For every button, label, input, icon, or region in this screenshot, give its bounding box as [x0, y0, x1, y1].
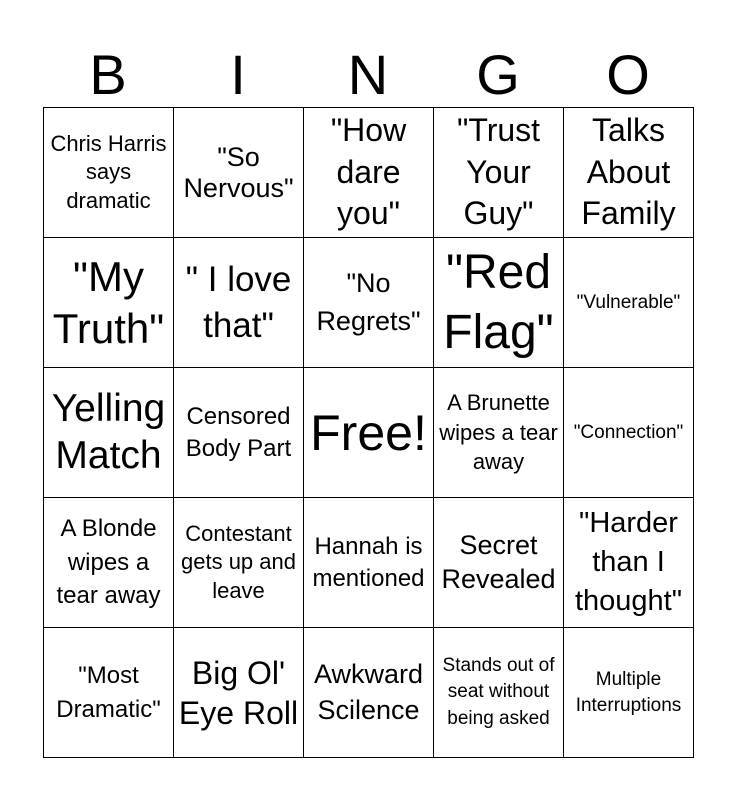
- bingo-cell[interactable]: [174, 628, 304, 758]
- bingo-cell[interactable]: [564, 238, 694, 368]
- cell-label: "Harder than I thought": [574, 506, 683, 618]
- bingo-cell[interactable]: [44, 238, 174, 368]
- cell-label: Awkward Scilence: [313, 659, 424, 725]
- bingo-cell[interactable]: [434, 108, 564, 238]
- bingo-grid: [43, 107, 694, 758]
- cell-label: Chris Harris says dramatic: [50, 130, 167, 213]
- cell-label: "Vulnerable": [576, 291, 681, 313]
- bingo-cell[interactable]: [174, 108, 304, 238]
- bingo-cell[interactable]: [564, 368, 694, 498]
- cell-label: Secret Revealed: [441, 529, 556, 594]
- bingo-cell[interactable]: [44, 628, 174, 758]
- cell-label: Censored Body Part: [185, 402, 292, 462]
- cell-label: Stands out of seat without being asked: [442, 654, 555, 729]
- cell-label: Multiple Interruptions: [575, 668, 682, 716]
- bingo-cell[interactable]: [434, 498, 564, 628]
- bingo-cell[interactable]: [304, 498, 434, 628]
- bingo-cell[interactable]: [434, 368, 564, 498]
- header-letter-g: G: [476, 43, 520, 106]
- bingo-cell[interactable]: [564, 628, 694, 758]
- cell-label: Yelling Match: [51, 386, 166, 477]
- header-letter-i: I: [230, 43, 246, 106]
- bingo-cell[interactable]: [44, 498, 174, 628]
- bingo-cell[interactable]: [564, 108, 694, 238]
- cell-label: Hannah is mentioned: [312, 533, 425, 592]
- cell-label: Talks About Family: [581, 112, 676, 232]
- cell-label: " I love that": [185, 260, 292, 345]
- cell-label: Big Ol' Eye Roll: [178, 654, 299, 731]
- bingo-cell[interactable]: [304, 238, 434, 368]
- cell-label: "Most Dramatic": [56, 661, 161, 723]
- bingo-cell[interactable]: [304, 628, 434, 758]
- bingo-cell[interactable]: [174, 238, 304, 368]
- cell-label: "So Nervous": [183, 142, 294, 203]
- bingo-cell[interactable]: [304, 368, 434, 498]
- cell-label: "Connection": [573, 421, 684, 443]
- cell-label: Free!: [310, 404, 427, 461]
- cell-label: "My Truth": [52, 253, 165, 352]
- cell-label: "No Regrets": [316, 267, 421, 336]
- bingo-cell[interactable]: [44, 108, 174, 238]
- header-letter-o: O: [606, 43, 650, 106]
- cell-label: A Brunette wipes a tear away: [439, 389, 558, 475]
- bingo-cell[interactable]: [434, 238, 564, 368]
- bingo-cell[interactable]: [434, 628, 564, 758]
- bingo-cell[interactable]: [304, 108, 434, 238]
- bingo-cell[interactable]: [44, 368, 174, 498]
- bingo-cell[interactable]: [174, 368, 304, 498]
- cell-label: Contestant gets up and leave: [181, 520, 296, 603]
- header-letter-n: N: [347, 43, 389, 106]
- bingo-cell[interactable]: [564, 498, 694, 628]
- cell-label: A Blonde wipes a tear away: [56, 515, 161, 610]
- cell-label: "Red Flag": [443, 245, 554, 359]
- cell-label: "How dare you": [330, 112, 407, 232]
- cell-label: "Trust Your Guy": [456, 112, 541, 232]
- header-letter-b: B: [89, 43, 127, 106]
- bingo-cell[interactable]: [174, 498, 304, 628]
- bingo-header: [43, 44, 693, 106]
